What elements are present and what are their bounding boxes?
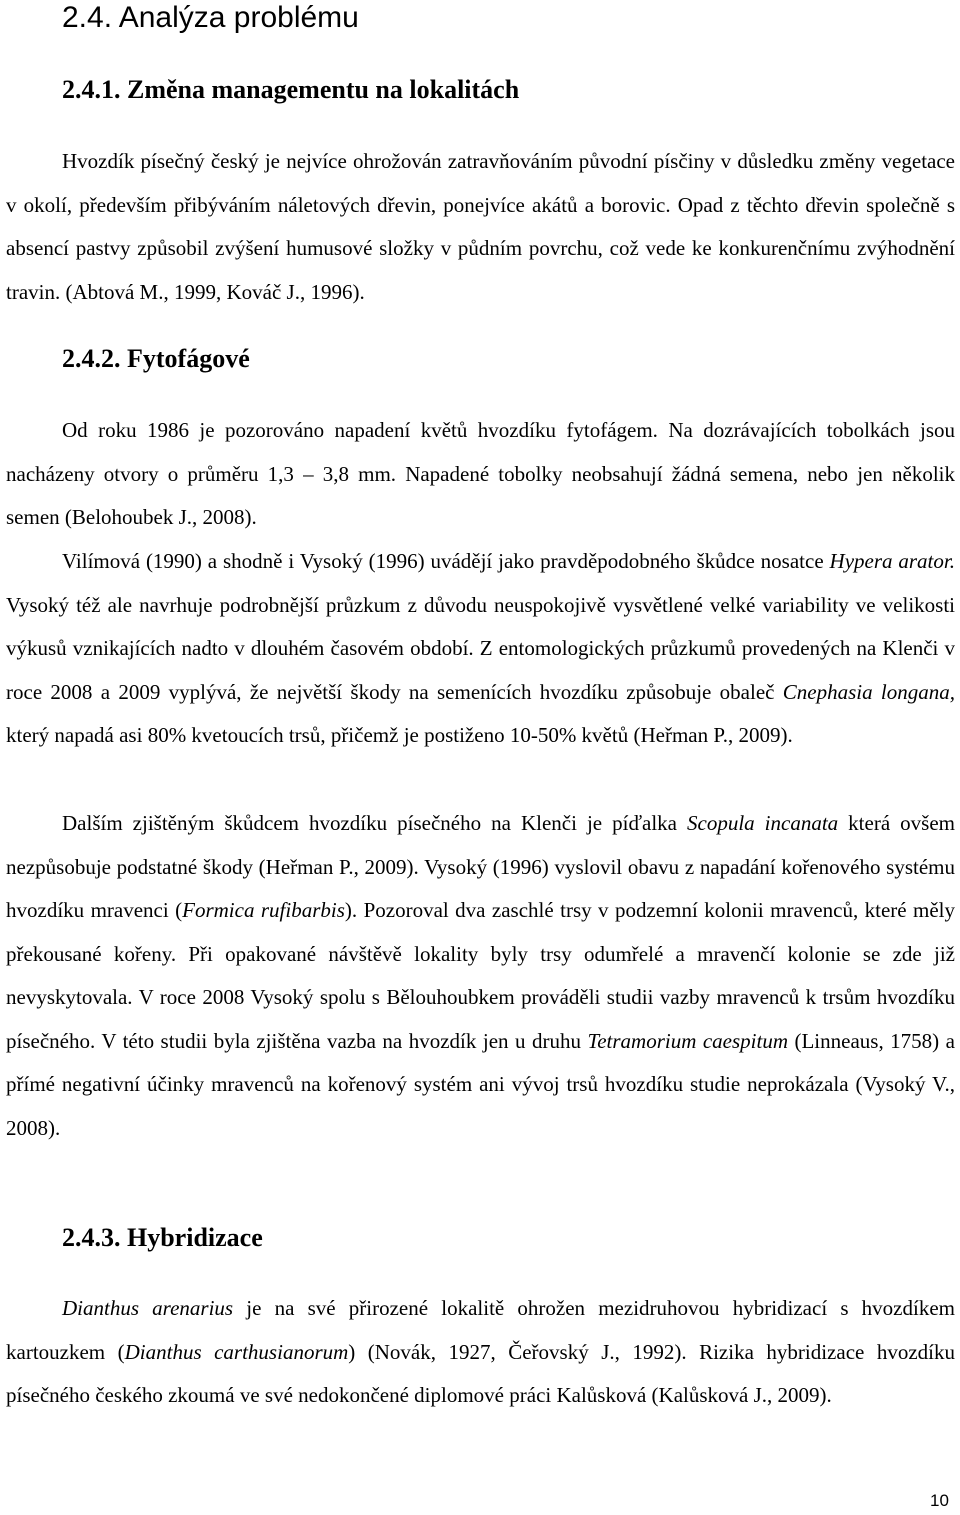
species-name: Formica rufibarbis bbox=[182, 898, 345, 922]
species-name: Scopula incanata bbox=[687, 811, 839, 835]
text-run: ). Pozoroval dva zaschlé trsy v podzemní kolonii mravenců, které měly překousané kořeny. Při opakované návštěvě lokality byly trsy odumřelé a mravenčí kolonie se zde již nevyskytovala. V roce 2008 Vysoký spolu s Bělouhoubkem prováděli studii vazby mravenců k trsům hvozdíku písečného. V této studii byla zjištěna vazba na hvozdík jen u druhu bbox=[6, 898, 956, 1053]
text-run: Vysoký též ale navrhuje podrobnější průzkum z důvodu neuspokojivě vysvětlené velké variability ve velikosti výkusů vznikajících nadto v dlouhém časovém období. Z entomologických průzkumů provedených na Klenči v roce 2008 a 2009 vyplývá, že největší škody na semenících hvozdíku způsobuje obaleč bbox=[6, 592, 955, 704]
paragraph-management bbox=[6, 140, 955, 314]
text-run: Dalším zjištěným škůdcem hvozdíku písečného na Klenči je píďalka bbox=[62, 811, 688, 835]
text-run: Od roku 1986 je pozorováno napadení květů hvozdíku fytofágem. Na dozrávajících tobolkách jsou nacházeny otvory o průměru 1,3 – 3,8 mm. Napadené tobolky neobsahují žádná semena, nebo jen několik semen (Belohoubek J., 2008). bbox=[6, 418, 955, 529]
paragraph-fytofag-2 bbox=[6, 540, 955, 758]
species-name: Cnephasia longana, bbox=[782, 679, 956, 704]
species-name: Tetramorium caespitum bbox=[587, 1028, 788, 1053]
paragraph-hybridizace bbox=[6, 1287, 955, 1418]
text-run: (Linneaus, 1758) a přímé negativní účinky mravenců na kořenový systém ani vývoj trsů hvozdíku studie neprokázala (Vysoký V., 2008). bbox=[6, 1028, 955, 1140]
text-run: Vilímová (1990) a shodně i Vysoký (1996) uvádějí jako pravděpodobného škůdce nosatce bbox=[62, 549, 830, 573]
page-number: 10 bbox=[930, 1491, 949, 1510]
text-run: která ovšem nezpůsobuje podstatné škody (Heřman P., 2009). Vysoký (1996) vyslovil obavu z napadání kořenového systému hvozdíku mravenci ( bbox=[6, 811, 955, 922]
text-run: Hvozdík písečný český je nejvíce ohrožován zatravňováním původní písčiny v důsledku změny vegetace v okolí, především přibýváním náletových dřevin, ponejvíce akátů a borovic. Opad z těchto dřevin společně s absencí pastvy způsobil zvýšení humusové složky v půdním povrchu, což vede ke konkurenčnímu zvýhodnění travin. (Abtová M., 1999, Kováč J., 1996). bbox=[6, 149, 955, 304]
section-heading-hybridizace: 2.4.3. Hybridizace bbox=[62, 1223, 263, 1252]
text-run: ) (Novák, 1927, Čeřovský J., 1992). Rizika hybridizace hvozdíku písečného českého zkoumá ve své nedokončené diplomové práci Kalůsková (Kalůsková J., 2009). bbox=[6, 1339, 955, 1407]
text-run: je na své přirozené lokalitě ohrožen mezidruhovou hybridizací s hvozdíkem kartouzkem ( bbox=[6, 1296, 955, 1364]
species-name: Hypera arator. bbox=[829, 549, 955, 573]
section-heading-fytofagove: 2.4.2. Fytofágové bbox=[62, 344, 250, 373]
text-run: který napadá asi 80% kvetoucích trsů, přičemž je postiženo 10-50% květů (Heřman P., 2009). bbox=[6, 723, 793, 747]
paragraph-fytofag-1 bbox=[6, 409, 955, 540]
species-name: Dianthus arenarius bbox=[62, 1296, 234, 1320]
section-heading-management: 2.4.1. Změna managementu na lokalitách bbox=[62, 75, 520, 104]
chapter-heading: 2.4. Analýza problému bbox=[62, 1, 359, 34]
paragraph-fytofag-3 bbox=[6, 802, 955, 1150]
species-name: Dianthus carthusianorum bbox=[124, 1339, 349, 1364]
